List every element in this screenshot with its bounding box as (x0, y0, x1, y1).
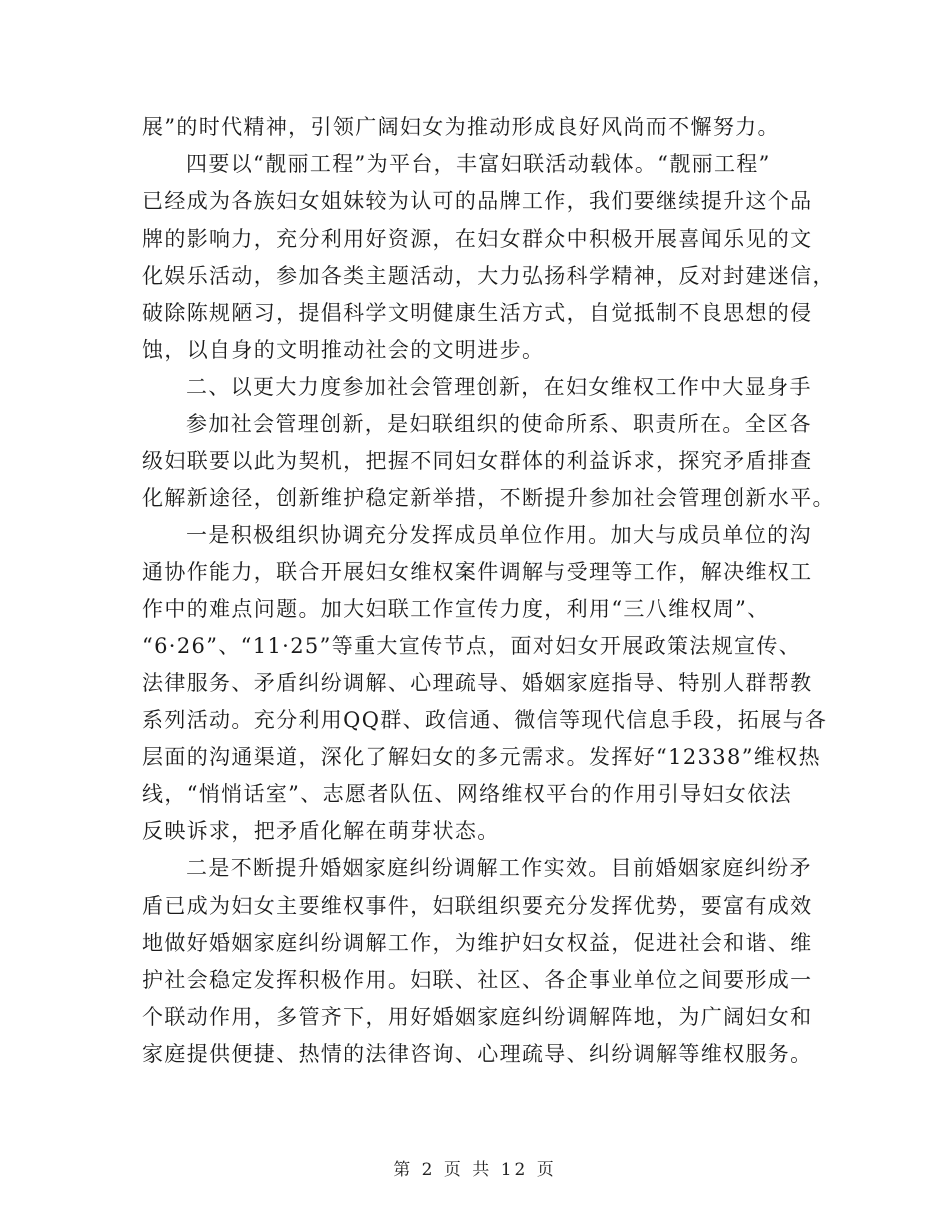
text-line: 护社会稳定发挥积极作用。妇联、社区、各企事业单位之间要形成一 (142, 968, 813, 992)
paragraph-start-line: 参加社会管理创新，是妇联组织的使命所系、职责所在。全区各 (186, 412, 812, 436)
paragraph-start-line: 一是积极组织协调充分发挥成员单位作用。加大与成员单位的沟 (186, 523, 812, 547)
text-line: 破除陈规陋习，提倡科学文明健康生活方式，自觉抵制不良思想的侵 (142, 301, 813, 325)
paragraph-start-line: 二是不断提升婚姻家庭纠纷调解工作实效。目前婚姻家庭纠纷矛 (186, 856, 812, 880)
text-line: 个联动作用，多管齐下，用好婚姻家庭纠纷调解阵地，为广阔妇女和 (142, 1005, 813, 1029)
text-line: 蚀，以自身的文明推动社会的文明进步。 (142, 338, 545, 362)
text-line: 系列活动。充分利用QQ群、政信通、微信等现代信息手段，拓展与各 (142, 708, 828, 732)
text-line: 线，“悄悄话室”、志愿者队伍、网络维权平台的作用引导妇女依法 (142, 782, 792, 806)
page-number-footer: 第 2 页 共 12 页 (393, 1160, 557, 1180)
text-line: 层面的沟通渠道，深化了解妇女的多元需求。发挥好“12338”维权热 (142, 745, 821, 769)
text-line: 地做好婚姻家庭纠纷调解工作，为维护妇女权益，促进社会和谐、维 (142, 931, 813, 955)
text-line: 盾已成为妇女主要维权事件，妇联组织要充分发挥优势，要富有成效 (142, 894, 813, 918)
text-line: 牌的影响力，充分利用好资源，在妇女群众中积极开展喜闻乐见的文 (142, 227, 813, 251)
text-line: 反映诉求，把矛盾化解在萌芽状态。 (142, 819, 500, 843)
text-line: 已经成为各族妇女姐妹较为认可的品牌工作，我们要继续提升这个品 (142, 189, 813, 213)
text-line: 法律服务、矛盾纠纷调解、心理疏导、婚姻家庭指导、特别人群帮教 (142, 671, 813, 695)
text-line: 化解新途径，创新维护稳定新举措，不断提升参加社会管理创新水平。 (142, 486, 835, 510)
section-heading: 二、以更大力度参加社会管理创新，在妇女维权工作中大显身手 (186, 375, 812, 399)
text-line: 化娱乐活动，参加各类主题活动，大力弘扬科学精神，反对封建迷信， (142, 264, 835, 288)
paragraph-start-line: 四要以“靓丽工程”为平台，丰富妇联活动载体。“靓丽工程” (186, 152, 771, 176)
text-line: 级妇联要以此为契机，把握不同妇女群体的利益诉求，探究矛盾排查 (142, 449, 813, 473)
text-line: 通协作能力，联合开展妇女维权案件调解与受理等工作，解决维权工 (142, 560, 813, 584)
text-line: 家庭提供便捷、热情的法律咨询、心理疏导、纠纷调解等维权服务。 (142, 1042, 813, 1066)
text-line: 展”的时代精神，引领广阔妇女为推动形成良好风尚而不懈努力。 (142, 115, 780, 139)
text-line: “6·26”、“11·25”等重大宣传节点，面对妇女开展政策法规宣传、 (142, 634, 802, 658)
text-line: 作中的难点问题。加大妇联工作宣传力度，利用“三八维权周”、 (142, 597, 770, 621)
